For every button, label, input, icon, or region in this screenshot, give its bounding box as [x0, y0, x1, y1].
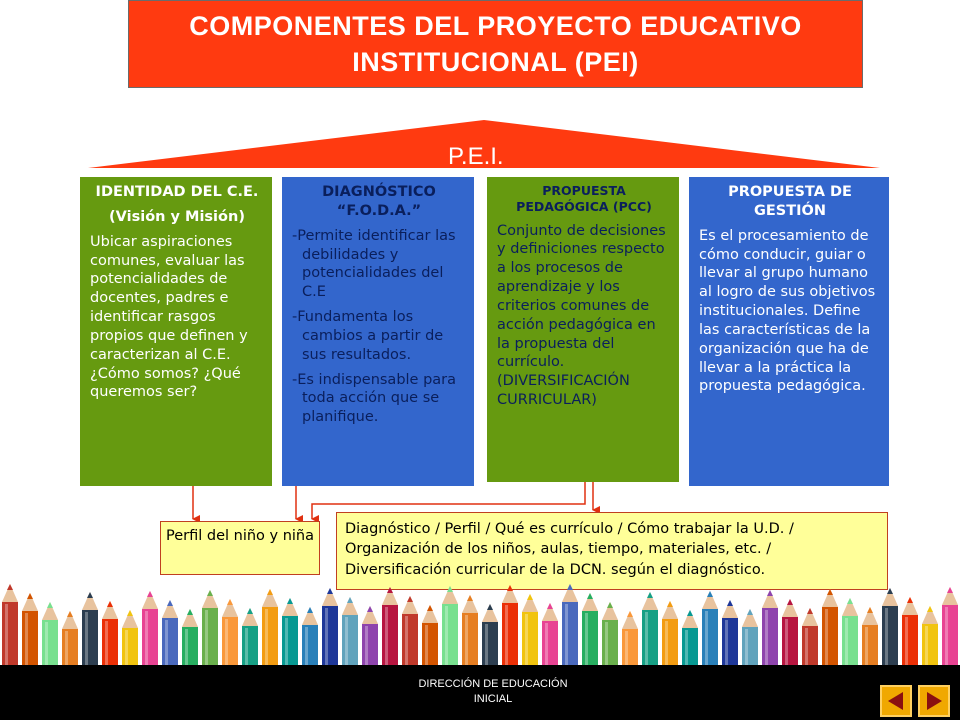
pencil [862, 607, 878, 666]
pencil [202, 590, 218, 666]
footer-text [380, 677, 606, 707]
footer-line-1: DIRECCIÓN DE EDUCACIÓN [418, 678, 568, 690]
pencil [22, 593, 38, 666]
slide-title-line-2: INSTITUCIONAL (PEI) [352, 47, 639, 77]
column-propuesta-pedagogica-title: PROPUESTA PEDAGÓGICA (PCC) [516, 183, 652, 215]
pencil [342, 597, 358, 666]
footer-bar [0, 665, 960, 720]
column-identidad [80, 177, 272, 486]
pencil [942, 587, 958, 666]
pencil [142, 591, 158, 666]
pencil [182, 609, 198, 666]
pencil [462, 595, 478, 666]
pencil [782, 599, 798, 666]
column-propuesta-pedagogica-body: Conjunto de decisiones y definiciones respecto a los procesos de aprendizaje y los criterios comunes de acción pedagógica en la propuesta del currículo. (DIVERSIFICACIÓN CURRICULAR) [497, 222, 666, 409]
pencil [762, 590, 778, 666]
pencil [842, 598, 858, 666]
roof-label: P.E.I. [448, 143, 504, 170]
pencil [682, 610, 698, 666]
column-diagnostico-bullet: -Fundamenta los cambios a partir de sus resultados. [292, 309, 444, 363]
pencil [302, 607, 318, 666]
note-perfil: Perfil del niño y niña [160, 521, 320, 575]
column-diagnostico-bullet: -Es indispensable para toda acción que se planifique. [292, 371, 457, 426]
column-diagnostico-bullet: -Permite identificar las debilidades y potencialidades del C.E [292, 227, 456, 301]
pencil [882, 588, 898, 666]
pencil [2, 584, 18, 666]
column-identidad-subtitle: (Visión y Misión) [109, 208, 245, 225]
pencil [122, 610, 138, 666]
previous-slide-button[interactable] [880, 685, 912, 717]
pencil [722, 600, 738, 666]
pencil [282, 598, 298, 666]
column-propuesta-pedagogica [487, 177, 679, 482]
pencil [922, 606, 938, 666]
pencil [802, 608, 818, 666]
next-slide-button[interactable] [918, 685, 950, 717]
pencil [382, 587, 398, 666]
slide-title [128, 0, 863, 88]
pencil [562, 584, 578, 666]
column-propuesta-gestion-body: Es el procesamiento de cómo conducir, guiar o llevar al grupo humano al logro de sus objetivos institucionales. Define las características de la organización que ha de llevar a la práctica la propuesta pedagógica. [699, 227, 876, 395]
pencil [622, 611, 638, 666]
pencil [582, 593, 598, 666]
triangle-right-icon [923, 690, 945, 712]
pencil [242, 608, 258, 666]
pencil [482, 604, 498, 666]
column-propuesta-gestion-title: PROPUESTA DE GESTIÓN [728, 184, 852, 219]
pencil [542, 603, 558, 666]
pencil [402, 596, 418, 666]
footer-line-2: INICIAL [473, 692, 513, 705]
pencil [442, 586, 458, 666]
pencil [422, 605, 438, 666]
pencil [162, 600, 178, 666]
pencil [62, 611, 78, 666]
triangle-left-icon [885, 690, 907, 712]
column-diagnostico-title: DIAGNÓSTICO [322, 184, 436, 200]
pencil [902, 597, 918, 666]
pencil [82, 592, 98, 666]
note-detalles: Diagnóstico / Perfil / Qué es currículo / Cómo trabajar la U.D. / Organización de los niños, aulas, tiempo, materiales, etc. / Diversificación curricular de la DCN. según el diagnóstico. [336, 512, 888, 590]
pencil [602, 602, 618, 666]
pencils-illustration [0, 576, 960, 666]
column-identidad-body: Ubicar aspiraciones comunes, evaluar las potencialidades de docentes, padres e identificar rasgos propios que definen y caracterizan al C.E. ¿Cómo somos? ¿Qué queremos ser? [90, 233, 248, 401]
pencil [362, 606, 378, 666]
slide-title-line-1: COMPONENTES DEL PROYECTO EDUCATIVO [189, 10, 802, 41]
pencil [222, 599, 238, 666]
pencil [522, 594, 538, 666]
pencil [262, 589, 278, 666]
column-propuesta-gestion [689, 177, 889, 486]
pencil [822, 589, 838, 666]
column-diagnostico [282, 177, 474, 486]
pencil [702, 591, 718, 666]
pencil [502, 585, 518, 666]
column-identidad-title: IDENTIDAD DEL C.E. [95, 184, 259, 200]
pencil [102, 601, 118, 666]
pencil [742, 609, 758, 666]
pencil [642, 592, 658, 666]
pencil [662, 601, 678, 666]
pencil [322, 588, 338, 666]
column-diagnostico-subtitle: “F.O.D.A.” [336, 202, 422, 219]
pencil [42, 602, 58, 666]
